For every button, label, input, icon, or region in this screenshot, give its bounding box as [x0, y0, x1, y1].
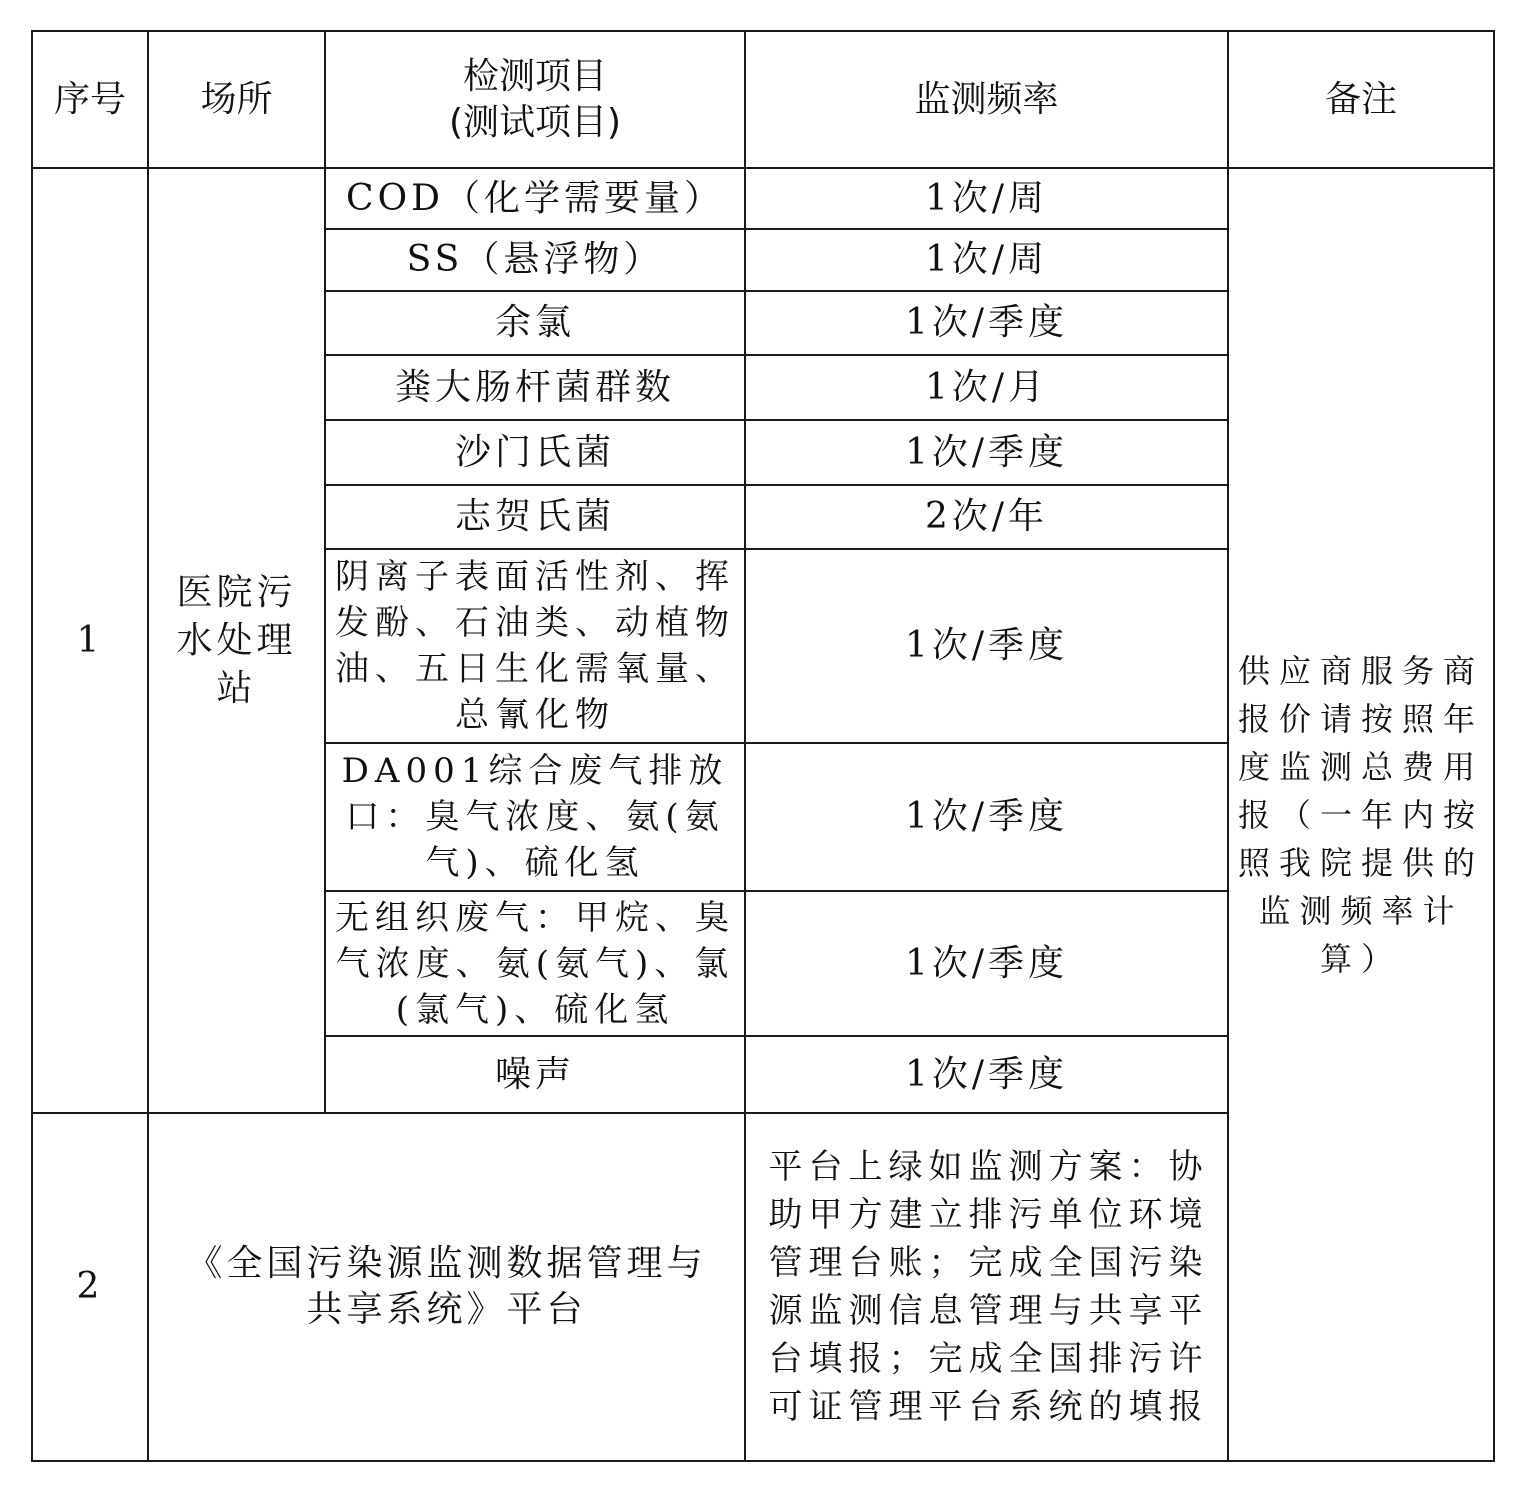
item-cell: 噪声	[325, 1036, 745, 1113]
frequency-cell: 1次/季度	[745, 743, 1228, 891]
row2-platform: 《全国污染源监测数据管理与共享系统》平台	[148, 1113, 745, 1461]
frequency-cell: 1次/季度	[745, 891, 1228, 1036]
item-cell: DA001综合废气排放口：臭气浓度、氨(氨气)、硫化氢	[325, 743, 745, 891]
frequency-cell: 1次/月	[745, 355, 1228, 420]
header-row	[32, 31, 1494, 168]
header-item-line1: 检测项目	[462, 55, 607, 97]
frequency-cell: 2次/年	[745, 485, 1228, 549]
row1-place-text: 医院污水处理站	[176, 571, 297, 709]
header-item-line2: (测试项目)	[448, 101, 622, 143]
header-frequency: 监测频率	[745, 31, 1228, 168]
item-cell: 志贺氏菌	[325, 485, 745, 549]
header-no: 序号	[32, 31, 148, 168]
frequency-cell: 1次/季度	[745, 420, 1228, 485]
row2-description: 平台上绿如监测方案：协助甲方建立排污单位环境管理台账；完成全国污染源监测信息管理与共享平台填报；完成全国排污许可证管理平台系统的填报	[745, 1113, 1228, 1461]
monitoring-table	[31, 30, 1495, 1462]
frequency-cell: 1次/季度	[745, 291, 1228, 355]
item-cell: 余氯	[325, 291, 745, 355]
frequency-cell: 1次/周	[745, 229, 1228, 291]
frequency-cell: 1次/季度	[745, 1036, 1228, 1113]
table-row	[32, 168, 1494, 229]
item-cell: COD（化学需要量）	[325, 168, 745, 229]
row1-place	[148, 168, 325, 1113]
frequency-cell: 1次/季度	[745, 549, 1228, 743]
row2-no: 2	[32, 1113, 148, 1461]
item-cell: 粪大肠杆菌群数	[325, 355, 745, 420]
item-cell: 阴离子表面活性剂、挥发酚、石油类、动植物油、五日生化需氧量、总氰化物	[325, 549, 745, 743]
header-remark: 备注	[1228, 31, 1494, 168]
header-place: 场所	[148, 31, 325, 168]
remark-cell: 供应商服务商报价请按照年度监测总费用报（一年内按照我院提供的监测频率计算）	[1228, 168, 1494, 1461]
header-item	[325, 31, 745, 168]
item-cell: 无组织废气：甲烷、臭气浓度、氨(氨气)、氯(氯气)、硫化氢	[325, 891, 745, 1036]
item-cell: 沙门氏菌	[325, 420, 745, 485]
frequency-cell: 1次/周	[745, 168, 1228, 229]
item-cell: SS（悬浮物）	[325, 229, 745, 291]
row1-no: 1	[32, 168, 148, 1113]
